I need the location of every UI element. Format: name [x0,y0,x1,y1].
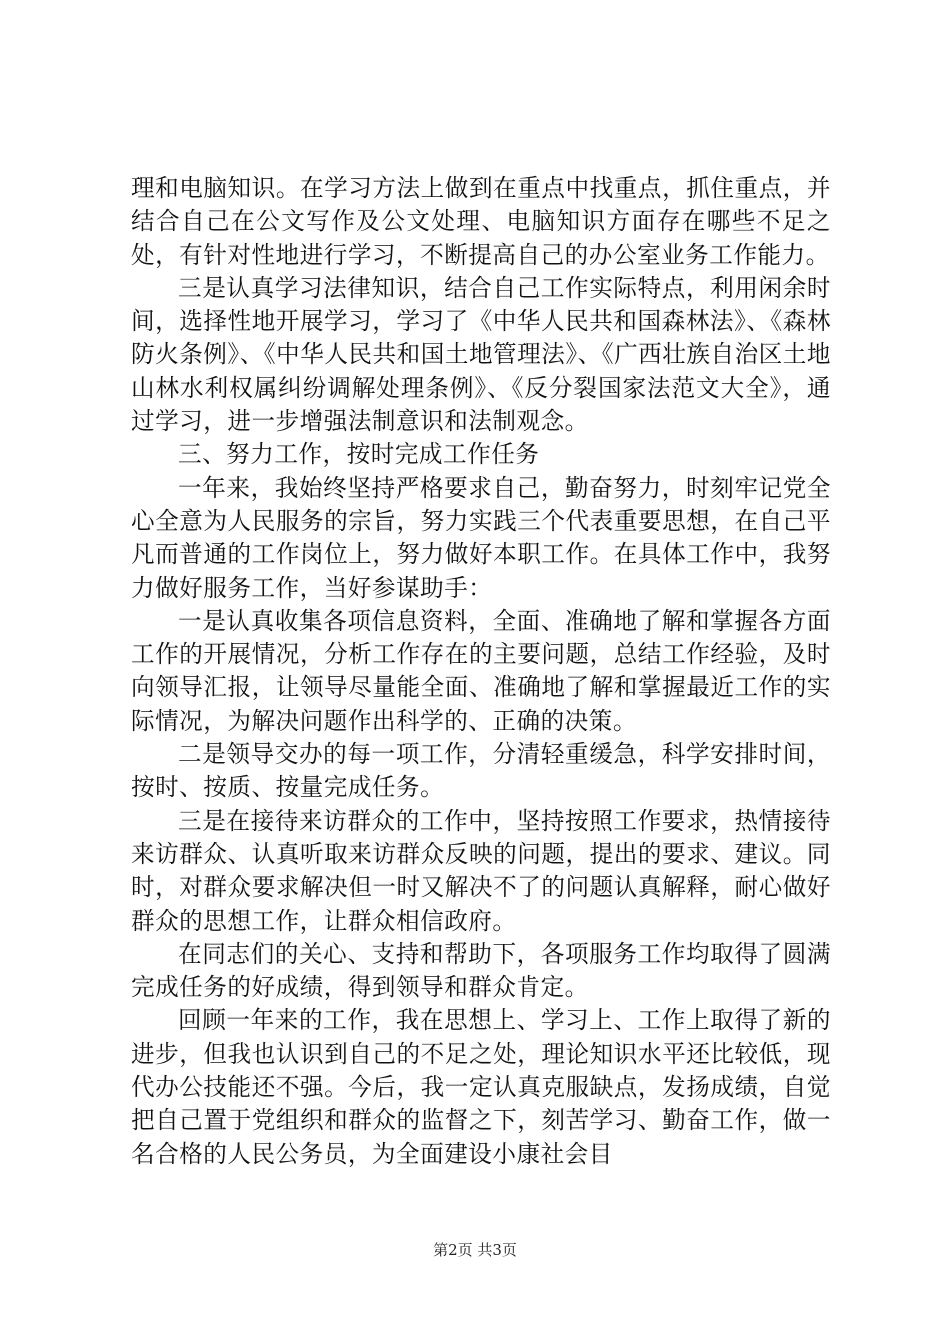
paragraph-2: 三是认真学习法律知识，结合自己工作实际特点，利用闲余时间，选择性地开展学习，学习了《中华人民共和国森林法》、《森林防火条例》、《中华人民共和国土地管理法》、《广西壮族自治区土地山林水利权属纠纷调解处理条例》、《反分裂国家法范文大全》，通过学习，进一步增强法制意识和法制观念。 [131,273,831,436]
document-body [131,172,831,1171]
paragraph-1: 理和电脑知识。在学习方法上做到在重点中找重点，抓住重点，并结合自己在公文写作及公文处理、电脑知识方面存在哪些不足之处，有针对性地进行学习，不断提高自己的办公室业务工作能力。 [131,174,831,269]
paragraph-7: 在同志们的关心、支持和帮助下，各项服务工作均取得了圆满完成任务的好成绩，得到领导和群众肯定。 [131,939,831,1002]
page-footer [0,1240,950,1260]
page-number-label: 第2页 共3页 [433,1241,517,1259]
paragraph-6: 三是在接待来访群众的工作中，坚持按照工作要求，热情接待来访群众、认真听取来访群众反映的问题，提出的要求、建议。同时，对群众要求解决但一时又解决不了的问题认真解释，耐心做好群众的思想工作，让群众相信政府。 [131,806,831,935]
paragraph-3: 一年来，我始终坚持严格要求自己，勤奋努力，时刻牢记党全心全意为人民服务的宗旨，努力实践三个代表重要思想，在自己平凡而普通的工作岗位上，努力做好本职工作。在具体工作中，我努力做好服务工作，当好参谋助手： [131,473,831,602]
section-heading: 三、努力工作，按时完成工作任务 [178,440,540,469]
paragraph-5: 二是领导交办的每一项工作，分清轻重缓急，科学安排时间，按时、按质、按量完成任务。 [131,740,831,802]
paragraph-8: 回顾一年来的工作，我在思想上、学习上、工作上取得了新的进步，但我也认识到自己的不足之处，理论知识水平还比较低，现代办公技能还不强。今后，我一定认真克服缺点，发扬成绩，自觉把自己置于党组织和群众的监督之下，刻苦学习、勤奋工作，做一名合格的人民公务员，为全面建设小康社会目 [131,1006,831,1168]
paragraph-4: 一是认真收集各项信息资料，全面、准确地了解和掌握各方面工作的开展情况，分析工作存在的主要问题，总结工作经验，及时向领导汇报，让领导尽量能全面、准确地了解和掌握最近工作的实际情况，为解决问题作出科学的、正确的决策。 [131,606,831,735]
